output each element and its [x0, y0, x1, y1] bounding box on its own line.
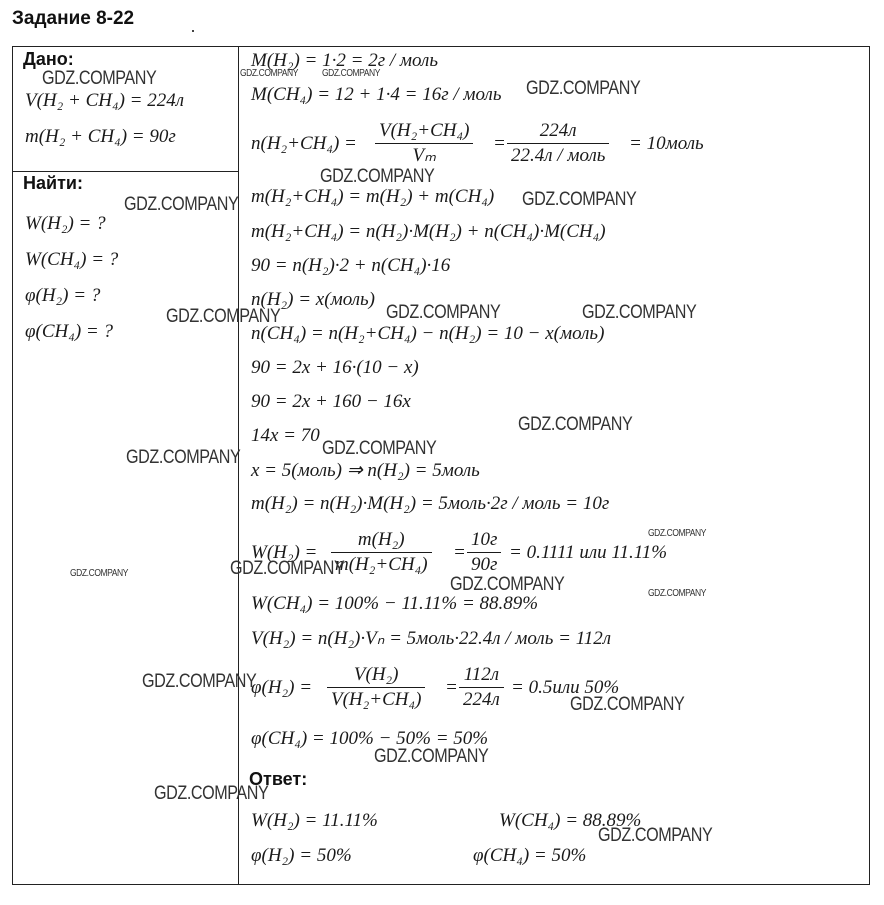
solution-line-13: m(H₂) = n(H₂)·M(H₂) = 5моль·2г / моль = 10г [251, 493, 610, 514]
watermark: GDZ.COMPANY [124, 194, 239, 215]
fraction-denominator: m(H₂+CH₄) [335, 554, 428, 575]
given-volume: V(H₂ + CH₄) = 224л [25, 90, 185, 111]
answer-phi-h2: φ(H₂) = 50% [251, 845, 352, 866]
fraction-numerator: m(H₂) [331, 528, 432, 553]
equals-sign: = [453, 542, 466, 563]
fraction-volume-molar [375, 119, 473, 168]
fraction-denominator: 224л [463, 689, 500, 710]
fraction-denominator: Vₘ [412, 145, 436, 166]
find-header: Найти: [23, 173, 83, 193]
fraction-mass [331, 528, 432, 577]
solution-line-8: n(CH₄) = n(H₂+CH₄) − n(H₂) = 10 − x(моль) [251, 323, 605, 344]
solution-line-14-lhs: W(H₂) = [251, 542, 318, 563]
watermark-small: GDZ.COMPANY [240, 68, 298, 79]
fraction-denominator: 22.4л / моль [511, 145, 606, 166]
watermark: GDZ.COMPANY [230, 558, 345, 579]
solution-line-9: 90 = 2x + 16·(10 − x) [251, 357, 419, 378]
row-divider [13, 171, 238, 172]
watermark: GDZ.COMPANY [570, 694, 685, 715]
watermark: GDZ.COMPANY [374, 746, 489, 767]
watermark: GDZ.COMPANY [598, 825, 713, 846]
watermark: GDZ.COMPANY [386, 302, 501, 323]
watermark-small: GDZ.COMPANY [648, 528, 706, 539]
solution-line-18: φ(CH₄) = 100% − 50% = 50% [251, 728, 489, 749]
watermark: GDZ.COMPANY [42, 68, 157, 89]
fraction-volume-share-values [459, 663, 504, 712]
solution-line-7: n(H₂) = x(моль) [251, 289, 375, 310]
watermark: GDZ.COMPANY [166, 306, 281, 327]
answer-phi-ch4: φ(CH₄) = 50% [473, 845, 587, 866]
watermark-small: GDZ.COMPANY [322, 68, 380, 79]
solution-line-3-lhs: n(H₂+CH₄) = [251, 133, 357, 154]
find-w-h2: W(H₂) = ? [25, 213, 106, 234]
watermark: GDZ.COMPANY [126, 447, 241, 468]
solution-line-16: V(H₂) = n(H₂)·Vₙ = 5моль·22.4л / моль = 112л [251, 628, 612, 649]
equals-sign: = [445, 677, 458, 698]
task-title: Задание 8-22 [12, 8, 135, 29]
solution-line-4: m(H₂+CH₄) = m(H₂) + m(CH₄) [251, 186, 495, 207]
watermark: GDZ.COMPANY [450, 574, 565, 595]
watermark: GDZ.COMPANY [518, 414, 633, 435]
solution-line-15: W(CH₄) = 100% − 11.11% = 88.89% [251, 593, 539, 614]
find-phi-ch4: φ(CH₄) = ? [25, 321, 113, 342]
answer-w-ch4: W(CH₄) = 88.89% [499, 810, 642, 831]
watermark: GDZ.COMPANY [142, 671, 257, 692]
watermark-small: GDZ.COMPANY [70, 568, 128, 579]
fraction-denominator: 90г [471, 554, 498, 575]
watermark: GDZ.COMPANY [526, 78, 641, 99]
fraction-volume-share [327, 663, 425, 712]
solution-line-11: 14x = 70 [251, 425, 320, 446]
solution-line-6: 90 = n(H₂)·2 + n(CH₄)·16 [251, 255, 451, 276]
watermark: GDZ.COMPANY [522, 189, 637, 210]
watermark: GDZ.COMPANY [322, 438, 437, 459]
title-dot [192, 30, 194, 32]
solution-line-10: 90 = 2x + 160 − 16x [251, 391, 411, 412]
watermark: GDZ.COMPANY [154, 783, 269, 804]
answer-w-h2: W(H₂) = 11.11% [251, 810, 378, 831]
solution-line-3-rhs: = 10моль [629, 133, 704, 154]
fraction-mass-values [467, 528, 501, 577]
find-w-ch4: W(CH₄) = ? [25, 249, 119, 270]
fraction-numerator: 112л [459, 663, 504, 688]
watermark: GDZ.COMPANY [582, 302, 697, 323]
watermark-small: GDZ.COMPANY [648, 588, 706, 599]
solution-line-17-rhs: = 0.5или 50% [511, 677, 620, 698]
fraction-numerator: 224л [507, 119, 609, 144]
solution-line-2: M(CH₄) = 12 + 1·4 = 16г / моль [251, 84, 502, 105]
fraction-numerator: V(H₂+CH₄) [375, 119, 473, 144]
watermark: GDZ.COMPANY [320, 166, 435, 187]
fraction-numerator: V(H₂) [327, 663, 425, 688]
solution-line-17-lhs: φ(H₂) = [251, 677, 313, 698]
solution-line-12: x = 5(моль) ⇒ n(H₂) = 5моль [251, 460, 480, 481]
solution-line-1: M(H₂) = 1·2 = 2г / моль [251, 50, 438, 71]
find-phi-h2: φ(H₂) = ? [25, 285, 101, 306]
given-mass: m(H₂ + CH₄) = 90г [25, 126, 176, 147]
given-header: Дано: [23, 49, 74, 69]
equals-sign: = [493, 133, 506, 154]
fraction-volume-values [507, 119, 609, 168]
solution-line-5: m(H₂+CH₄) = n(H₂)·M(H₂) + n(CH₄)·M(CH₄) [251, 221, 606, 242]
fraction-denominator: V(H₂+CH₄) [331, 689, 422, 710]
solution-line-14-rhs: = 0.1111 или 11.11% [509, 542, 668, 563]
answer-header: Ответ: [249, 769, 308, 789]
fraction-numerator: 10г [467, 528, 501, 553]
